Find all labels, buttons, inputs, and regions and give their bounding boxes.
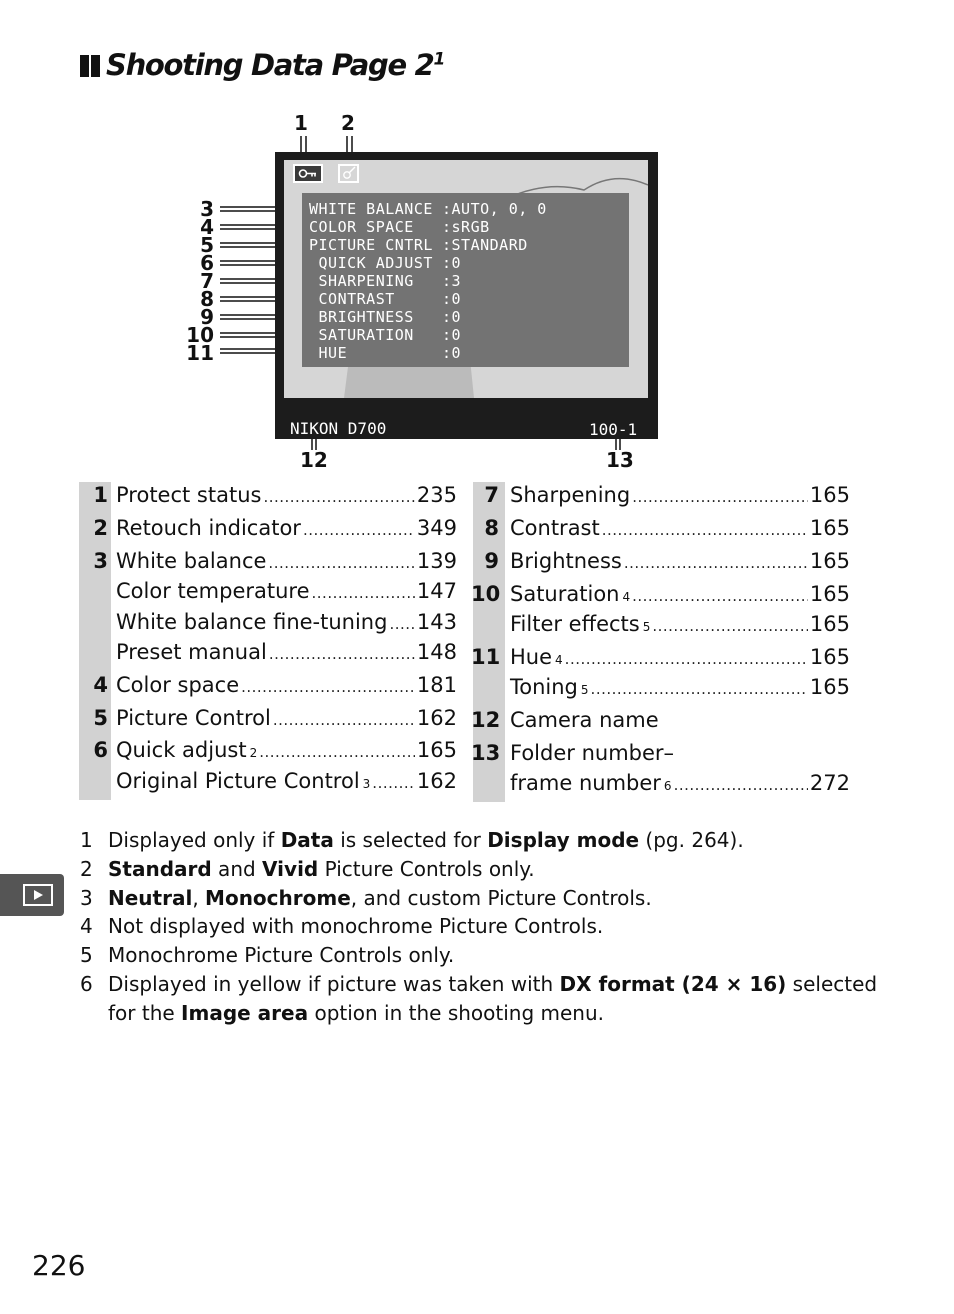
row-label: Original Picture Control — [116, 769, 360, 793]
row-label-group — [116, 766, 457, 799]
row-number: 9 — [484, 549, 499, 573]
footnote-2: 2 Standard and Vivid Picture Controls only. — [80, 857, 535, 881]
heading-title: Shooting Data Page 2 — [106, 48, 434, 82]
footnote-1: 1 Displayed only if Data is selected for Display mode (pg. 264). — [80, 828, 744, 852]
screen-row-sharpening: SHARPENING — [309, 272, 414, 290]
leader-dots — [269, 637, 415, 669]
row-label-group — [510, 672, 850, 705]
screen-value-picture-control: :STANDARD — [442, 236, 528, 254]
page-reference[interactable]: 162 — [416, 769, 457, 793]
callout-10: 10 — [186, 323, 214, 347]
footnote-6-continued: for the Image area option in the shooting menu. — [108, 1001, 605, 1025]
callout-9: 9 — [200, 305, 214, 329]
leader-dots — [652, 609, 808, 641]
footnote-ref: 6 — [663, 779, 672, 793]
screen-value-color-space: :sRGB — [442, 218, 490, 236]
leader-dots — [263, 480, 414, 512]
leader-dots — [312, 576, 415, 608]
screen-row-contrast: CONTRAST — [309, 290, 395, 308]
row-label: Contrast — [510, 516, 600, 540]
screen-folder-frame: 100-1 — [589, 420, 638, 439]
row-label-group — [510, 546, 850, 578]
screen-row-saturation: SATURATION — [309, 326, 414, 344]
callout-2: 2 — [341, 111, 355, 135]
page-reference[interactable]: 148 — [416, 640, 457, 664]
leader-dots — [268, 546, 414, 578]
page-reference[interactable]: 349 — [416, 516, 457, 540]
row-label: Filter effects — [510, 612, 640, 636]
row-label: Color temperature — [116, 579, 310, 603]
row-label-group — [116, 703, 457, 735]
leader-dots — [241, 670, 415, 702]
row-label-group — [116, 576, 457, 608]
leader-dots — [602, 513, 808, 545]
callout-3: 3 — [200, 197, 214, 221]
row-label-group — [116, 735, 457, 768]
screen-value-sharpening: :3 — [442, 272, 462, 290]
page-reference[interactable]: 181 — [416, 673, 457, 697]
callout-13: 13 — [606, 448, 634, 472]
row-number: 3 — [93, 549, 108, 573]
row-label: White balance — [116, 549, 267, 573]
callout-8: 8 — [200, 287, 214, 311]
footnote-ref: 5 — [642, 620, 651, 634]
row-number: 10 — [471, 582, 501, 606]
row-label-group — [116, 480, 457, 512]
row-label-group — [510, 579, 850, 612]
screen-row-hue: HUE — [309, 344, 348, 362]
row-label-group — [116, 513, 457, 545]
leader-dots — [389, 607, 414, 639]
row-number: 13 — [471, 741, 501, 765]
playback-section-tab[interactable] — [0, 874, 64, 916]
footnote-ref: 4 — [555, 653, 563, 667]
leader-dots — [259, 735, 415, 767]
callout-4: 4 — [200, 215, 214, 239]
page-reference[interactable]: 165 — [809, 582, 850, 606]
screen-row-brightness: BRIGHTNESS — [309, 308, 414, 326]
page-reference[interactable]: 165 — [809, 612, 850, 636]
row-label: Sharpening — [510, 483, 631, 507]
page-reference[interactable]: 139 — [416, 549, 457, 573]
row-label-group — [510, 738, 850, 768]
row-label-group — [510, 705, 850, 735]
page-reference[interactable]: 143 — [416, 610, 457, 634]
footnote-ref: 5 — [580, 683, 589, 697]
row-number: 4 — [93, 673, 108, 697]
footnote-6: 6 Displayed in yellow if picture was taken with DX format (24 × 16) selected — [80, 972, 878, 996]
heading-footnote-ref: 1 — [433, 49, 445, 70]
page-reference[interactable]: 165 — [809, 645, 850, 669]
row-label: Preset manual — [116, 640, 267, 664]
row-label-group — [510, 642, 850, 675]
page-reference[interactable]: 165 — [809, 675, 850, 699]
callout-6: 6 — [200, 251, 214, 275]
row-label: Folder number– — [510, 741, 675, 765]
row-label: Picture Control — [116, 706, 271, 730]
row-number: 1 — [93, 483, 108, 507]
footnote-5: 5 Monochrome Picture Controls only. — [80, 943, 455, 967]
leader-dots — [674, 768, 808, 800]
row-number: 8 — [484, 516, 499, 540]
page-reference[interactable]: 165 — [809, 483, 850, 507]
row-label-group — [510, 768, 850, 801]
row-label: Camera name — [510, 708, 659, 732]
row-label-group — [116, 670, 457, 702]
page-reference[interactable]: 165 — [809, 549, 850, 573]
row-label-group — [116, 607, 457, 639]
row-label-group — [510, 513, 850, 545]
row-label-group — [116, 546, 457, 578]
screen-row-quick-adjust: QUICK ADJUST — [309, 254, 433, 272]
row-label: White balance fine-tuning — [116, 610, 388, 634]
row-number: 7 — [484, 483, 499, 507]
protect-key-icon — [293, 164, 323, 183]
row-number: 6 — [93, 738, 108, 762]
row-label: Quick adjust — [116, 738, 247, 762]
row-label-group — [116, 637, 457, 669]
row-label: Retouch indicator — [116, 516, 301, 540]
playback-icon — [0, 874, 64, 916]
leader-dots — [632, 579, 808, 611]
row-label: Color space — [116, 673, 240, 697]
row-number: 2 — [93, 516, 108, 540]
screen-row-picture-control: PICTURE CNTRL — [309, 236, 433, 254]
leader-dots — [624, 546, 808, 578]
page-number: 226 — [32, 1249, 86, 1282]
leader-dots — [591, 672, 808, 704]
screen-value-brightness: :0 — [442, 308, 462, 326]
callout-5: 5 — [200, 233, 214, 257]
screen-value-contrast: :0 — [442, 290, 462, 308]
leader-dots — [372, 766, 415, 798]
row-label: frame number — [510, 771, 661, 795]
screen-value-quick-adjust: :0 — [442, 254, 462, 272]
callout-11: 11 — [186, 341, 214, 365]
row-label-group — [510, 609, 850, 642]
screen-value-saturation: :0 — [442, 326, 462, 344]
footnote-4: 4 Not displayed with monochrome Picture Controls. — [80, 914, 604, 938]
page-reference[interactable]: 165 — [416, 738, 457, 762]
leader-dots — [273, 703, 415, 735]
page-reference[interactable]: 235 — [416, 483, 457, 507]
page-reference[interactable]: 162 — [416, 706, 457, 730]
screen-camera-name: NIKON D700 — [290, 419, 387, 438]
screen-value-white-balance: :AUTO, 0, 0 — [442, 200, 547, 218]
page-reference[interactable]: 147 — [416, 579, 457, 603]
screen-value-hue: :0 — [442, 344, 462, 362]
screen-row-color-space: COLOR SPACE — [309, 218, 414, 236]
row-number: 5 — [93, 706, 108, 730]
callout-1: 1 — [294, 111, 308, 135]
leader-dots — [632, 480, 808, 512]
row-number: 11 — [471, 645, 501, 669]
row-label: Toning — [510, 675, 578, 699]
row-label: Saturation — [510, 582, 620, 606]
leader-dots — [303, 513, 415, 545]
screen-row-white-balance: WHITE BALANCE — [309, 200, 433, 218]
row-number: 12 — [471, 708, 501, 732]
row-label: Protect status — [116, 483, 262, 507]
callout-12: 12 — [300, 448, 328, 472]
leader-dots — [565, 642, 808, 674]
page-reference[interactable]: 272 — [809, 771, 850, 795]
footnote-3: 3 Neutral, Monochrome, and custom Picture Controls. — [80, 886, 652, 910]
footnote-ref: 3 — [362, 777, 371, 791]
footnote-ref: 2 — [249, 746, 258, 760]
row-label: Brightness — [510, 549, 622, 573]
footnote-ref: 4 — [622, 590, 631, 604]
callout-7: 7 — [200, 269, 214, 293]
row-label-group — [510, 480, 850, 512]
page-reference[interactable]: 165 — [809, 516, 850, 540]
retouch-icon — [338, 164, 359, 183]
row-label: Hue — [510, 645, 553, 669]
